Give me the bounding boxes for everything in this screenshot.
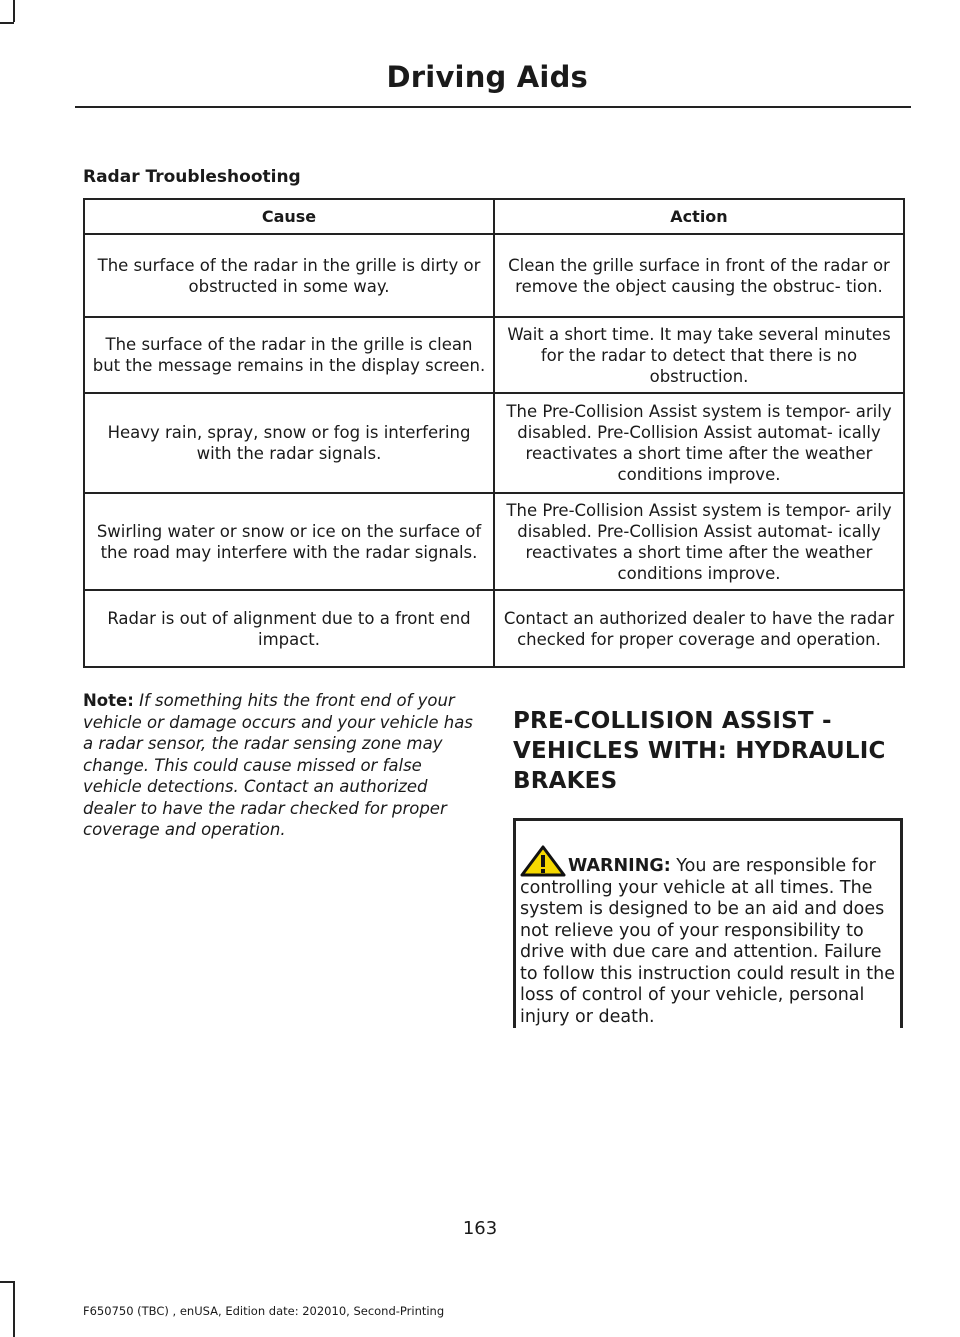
crop-mark (0, 1281, 14, 1283)
footer-text: F650750 (TBC) , enUSA, Edition date: 202010, Second-Printing (83, 1304, 445, 1318)
table-row (84, 393, 904, 493)
cause-cell: The surface of the radar in the grille is clean but the message remains in the display screen. (84, 317, 494, 393)
note-text: If something hits the front end of your vehicle or damage occurs and your vehicle has a radar sensor, the radar sensing zone may change. This could cause missed or false vehicle detections. Contact an authorized dealer to have the radar checked for proper coverage and operation. (83, 691, 473, 839)
heading-line: VEHICLES WITH: HYDRAULIC (513, 738, 886, 764)
warning-label: WARNING: (568, 856, 671, 876)
note-paragraph (83, 690, 483, 841)
action-cell: Clean the grille surface in front of the radar or remove the object causing the obstruc- tion. (494, 234, 904, 317)
column-header-cause: Cause (84, 199, 494, 234)
troubleshooting-table (83, 198, 905, 668)
page-number: 163 (462, 1218, 498, 1239)
crop-mark (13, 0, 15, 22)
table-row (84, 590, 904, 667)
cause-cell: The surface of the radar in the grille is dirty or obstructed in some way. (84, 234, 494, 317)
action-cell: Wait a short time. It may take several minutes for the radar to detect that there is no obstruction. (494, 317, 904, 393)
crop-mark (13, 1281, 15, 1337)
table-row (84, 317, 904, 393)
column-header-action: Action (494, 199, 904, 234)
action-cell: The Pre-Collision Assist system is tempor- arily disabled. Pre-Collision Assist automat- ically reactivates a short time after the weather conditions improve. (494, 493, 904, 590)
section-heading (513, 706, 913, 796)
action-cell: The Pre-Collision Assist system is tempor- arily disabled. Pre-Collision Assist automat- ically reactivates a short time after the weather conditions improve. (494, 393, 904, 493)
note-label: Note: (83, 691, 134, 710)
warning-text-block (520, 845, 900, 1028)
warning-triangle-icon (520, 845, 566, 877)
cause-cell: Swirling water or snow or ice on the surface of the road may interfere with the radar signals. (84, 493, 494, 590)
table-row (84, 234, 904, 317)
section-title: Radar Troubleshooting (83, 167, 301, 187)
crop-mark (0, 22, 14, 24)
cause-cell: Radar is out of alignment due to a front end impact. (84, 590, 494, 667)
cause-cell: Heavy rain, spray, snow or fog is interfering with the radar signals. (84, 393, 494, 493)
heading-line: PRE-COLLISION ASSIST - (513, 708, 832, 734)
table-header-row (84, 199, 904, 234)
table-row (84, 493, 904, 590)
warning-text: You are responsible for controlling your vehicle at all times. The system is designed to be an aid and does not relieve you of your responsibility to drive with due care and attention. Failure to follow this instruction could result in the loss of control of your vehicle, personal injury or death. (520, 856, 895, 1027)
header-rule (75, 106, 911, 108)
heading-line: BRAKES (513, 768, 618, 794)
action-cell: Contact an authorized dealer to have the radar checked for proper coverage and operation. (494, 590, 904, 667)
page-header-title: Driving Aids (386, 60, 588, 94)
